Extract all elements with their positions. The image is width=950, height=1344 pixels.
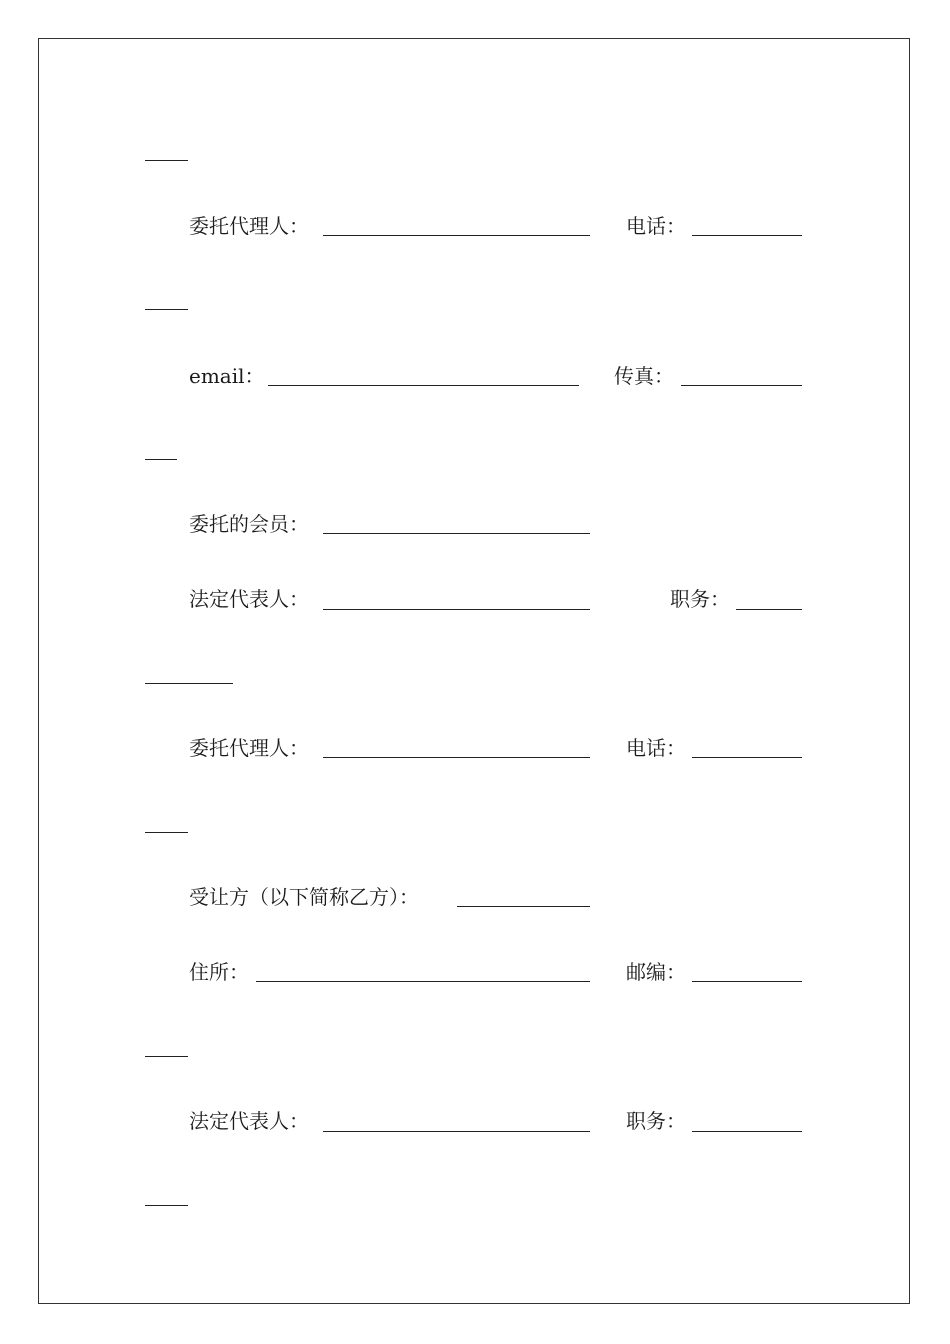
member-label: 委托的会员：	[189, 512, 309, 536]
page-frame	[38, 38, 910, 1304]
email-field[interactable]	[268, 385, 579, 386]
continuation-line	[145, 160, 188, 161]
address-field[interactable]	[256, 981, 590, 982]
phone-label: 电话：	[626, 214, 686, 238]
phone-field[interactable]	[692, 235, 802, 236]
position-field[interactable]	[692, 1131, 802, 1132]
transferee-field[interactable]	[457, 906, 590, 907]
position-label: 职务：	[670, 587, 730, 611]
fax-field[interactable]	[681, 385, 802, 386]
phone-field-continuation	[145, 832, 188, 833]
agent-field[interactable]	[323, 757, 590, 758]
position-field-continuation	[145, 1205, 188, 1206]
email-label: email：	[189, 364, 265, 388]
agent-label: 委托代理人：	[189, 214, 309, 238]
position-label: 职务：	[626, 1109, 686, 1133]
position-field-continuation	[145, 683, 233, 684]
phone-field-continuation	[145, 309, 188, 310]
member-field[interactable]	[323, 533, 590, 534]
legal-rep-label: 法定代表人：	[189, 587, 309, 611]
fax-label: 传真：	[614, 364, 674, 388]
phone-label: 电话：	[626, 736, 686, 760]
postcode-field-continuation	[145, 1056, 188, 1057]
fax-field-continuation	[145, 459, 177, 460]
position-field[interactable]	[736, 609, 802, 610]
transferee-label: 受让方（以下简称乙方）：	[189, 885, 419, 909]
agent-label: 委托代理人：	[189, 736, 309, 760]
postcode-label: 邮编：	[626, 960, 686, 984]
legal-rep-field[interactable]	[323, 1131, 590, 1132]
address-label: 住所：	[189, 960, 249, 984]
postcode-field[interactable]	[692, 981, 802, 982]
legal-rep-label: 法定代表人：	[189, 1109, 309, 1133]
agent-field[interactable]	[323, 235, 590, 236]
legal-rep-field[interactable]	[323, 609, 590, 610]
phone-field[interactable]	[692, 757, 802, 758]
